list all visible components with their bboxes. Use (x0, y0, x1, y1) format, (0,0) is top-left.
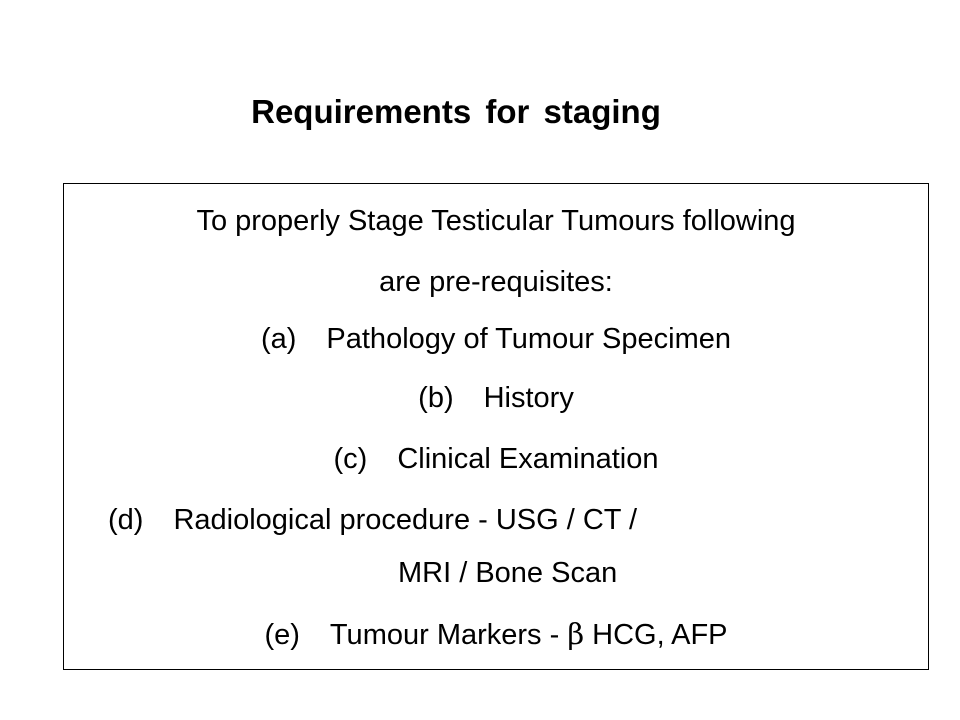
intro-line-1: To properly Stage Testicular Tumours following (196, 205, 796, 237)
requirement-item-c (64, 441, 928, 477)
item-label: (a) (260, 323, 297, 355)
requirement-item-d-continuation: MRI / Bone Scan (398, 557, 618, 589)
item-label: (b) (418, 382, 454, 414)
item-text-before: Tumour Markers - (329, 619, 568, 651)
item-text: Clinical Examination (397, 443, 659, 475)
requirement-item-a (64, 321, 928, 357)
requirement-item-e (64, 616, 928, 653)
item-text: History (483, 382, 574, 414)
intro-line-2: are pre-requisites: (379, 266, 613, 298)
item-text-after: HCG, AFP (584, 619, 728, 651)
item-label: (c) (333, 443, 368, 475)
requirement-item-b (64, 380, 928, 416)
requirements-box (63, 183, 929, 670)
requirement-item-d (108, 502, 637, 538)
item-text: Radiological procedure - USG / CT / (173, 504, 638, 536)
item-text: Pathology of Tumour Specimen (326, 323, 732, 355)
item-label: (e) (264, 619, 300, 651)
item-label: (d) (108, 504, 144, 536)
beta-symbol: β (567, 617, 585, 651)
slide-title: Requirements for staging (251, 93, 661, 130)
